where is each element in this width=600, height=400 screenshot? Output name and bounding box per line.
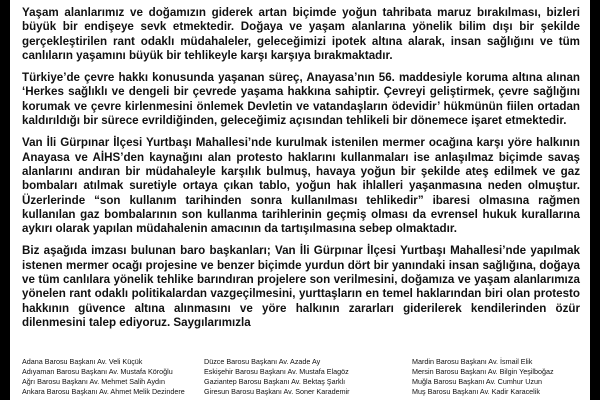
paragraph-3: Van İli Gürpınar İlçesi Yurtbaşı Mahallesi’nde kurulmak istenilen mermer ocağına karşı yöre halkının Anayasa ve AİHS’den kaynağını alan protesto haklarını kullanmaları ise anlaşılmaz biçimde savaş alanlarını andıran bir müdahaleyle karşılık bulmuş, havaya yoğun bir şekilde ateş edilmek ve gaz bombaları atılmak suretiyle ortaya çıkan tablo, yoğun hak ihlalleri yaşanmasına neden olmuştur. Üzerlerinde “son kullanım tarihinden sonra kullanılması tehlikedir” ibaresi olmasına rağmen kullanılan gaz bombalarının son kullanma tarihlerinin geçmiş olması da evrensel hukuk kurallarına aykırı olarak yapılan müdahalenin amacının da tartışılmasına sebep olmaktadır. xyxy=(22,136,580,236)
signer: Mersin Barosu Başkanı Av. Bilgin Yeşilboğaz xyxy=(412,366,554,376)
signer: Mardin Barosu Başkanı Av. İsmail Elik xyxy=(412,357,533,366)
signer: Gaziantep Barosu Başkanı Av. Bektaş Şarklı xyxy=(204,376,346,386)
signer: Düzce Barosu Başkanı Av. Azade Ay xyxy=(204,357,321,366)
signer: Ankara Barosu Başkanı Av. Ahmet Melik Dezindere xyxy=(22,386,185,396)
signer: Muş Barosu Başkanı Av. Kadir Karacelik xyxy=(412,386,540,396)
announcement-body xyxy=(22,6,580,338)
paragraph-1: Yaşam alanlarımız ve doğamızın giderek artan biçimde yoğun tahribata maruz bırakılması, bizleri büyük bir endişeye sevk etmektedir. Doğaya ve yaşam alanlarına yönelik bilim dışı bir şekilde gerçekleştirilen rant odaklı müdahaleler, geleceğimizi ipotek altına alarak, insan sağlığını ve tüm canlıların yaşamını büyük bir tehlikeyle karşı karşıya bırakmaktadır. xyxy=(22,6,580,62)
signer: Adıyaman Barosu Başkanı Av. Mustafa Köroğlu xyxy=(22,366,173,376)
signers-column-3 xyxy=(412,357,582,397)
signer: Giresun Barosu Başkanı Av. Soner Karademir xyxy=(204,386,350,396)
paragraph-4: Biz aşağıda imzası bulunan baro başkanları; Van İli Gürpınar İlçesi Yurtbaşı Mahallesi’nde yapılmak istenen mermer ocağı projesine ve benzer biçimde yurdun dört bir yanındaki insan sağlığına, doğaya ve tüm canlılara yönelik tehlike barındıran projelere son verilmesini, doğamıza ve yaşam alanlarımıza yönelen rant odaklı politikalardan vazgeçilmesini, yurttaşların en temel haklarından biri olan protesto hakkının güvence altına alınmasını ve yöre halkının zararları giderilerek kendilerinden özür dilenmesini talep ediyoruz. Saygılarımızla xyxy=(22,244,580,329)
signer: Eskişehir Barosu Başkanı Av. Mustafa Elagöz xyxy=(204,366,349,376)
signer: Adana Barosu Başkanı Av. Veli Küçük xyxy=(22,357,143,366)
signers-list xyxy=(22,357,582,397)
signer: Ağrı Barosu Başkanı Av. Mehmet Salih Aydın xyxy=(22,376,166,386)
paragraph-2: Türkiye’de çevre hakkı konusunda yaşanan süreç, Anayasa’nın 56. maddesiyle koruma altına alınan ‘Herkes sağlıklı ve dengeli bir çevrede yaşama hakkına sahiptir. Çevreyi geliştirmek, çevre sağlığını korumak ve çevre kirlenmesini önlemek Devletin ve vatandaşların ödevidir’ hükmünün fiilen ortadan kaldırıldığı bir sürece evrildiğinden, geleceğimiz açısından tehlikeli bir dönemece işaret etmektedir. xyxy=(22,71,580,128)
signer: Muğla Barosu Başkanı Av. Cumhur Uzun xyxy=(412,376,542,386)
signers-column-1 xyxy=(22,357,204,397)
announcement-paper xyxy=(10,0,590,400)
signers-column-2 xyxy=(204,357,412,397)
